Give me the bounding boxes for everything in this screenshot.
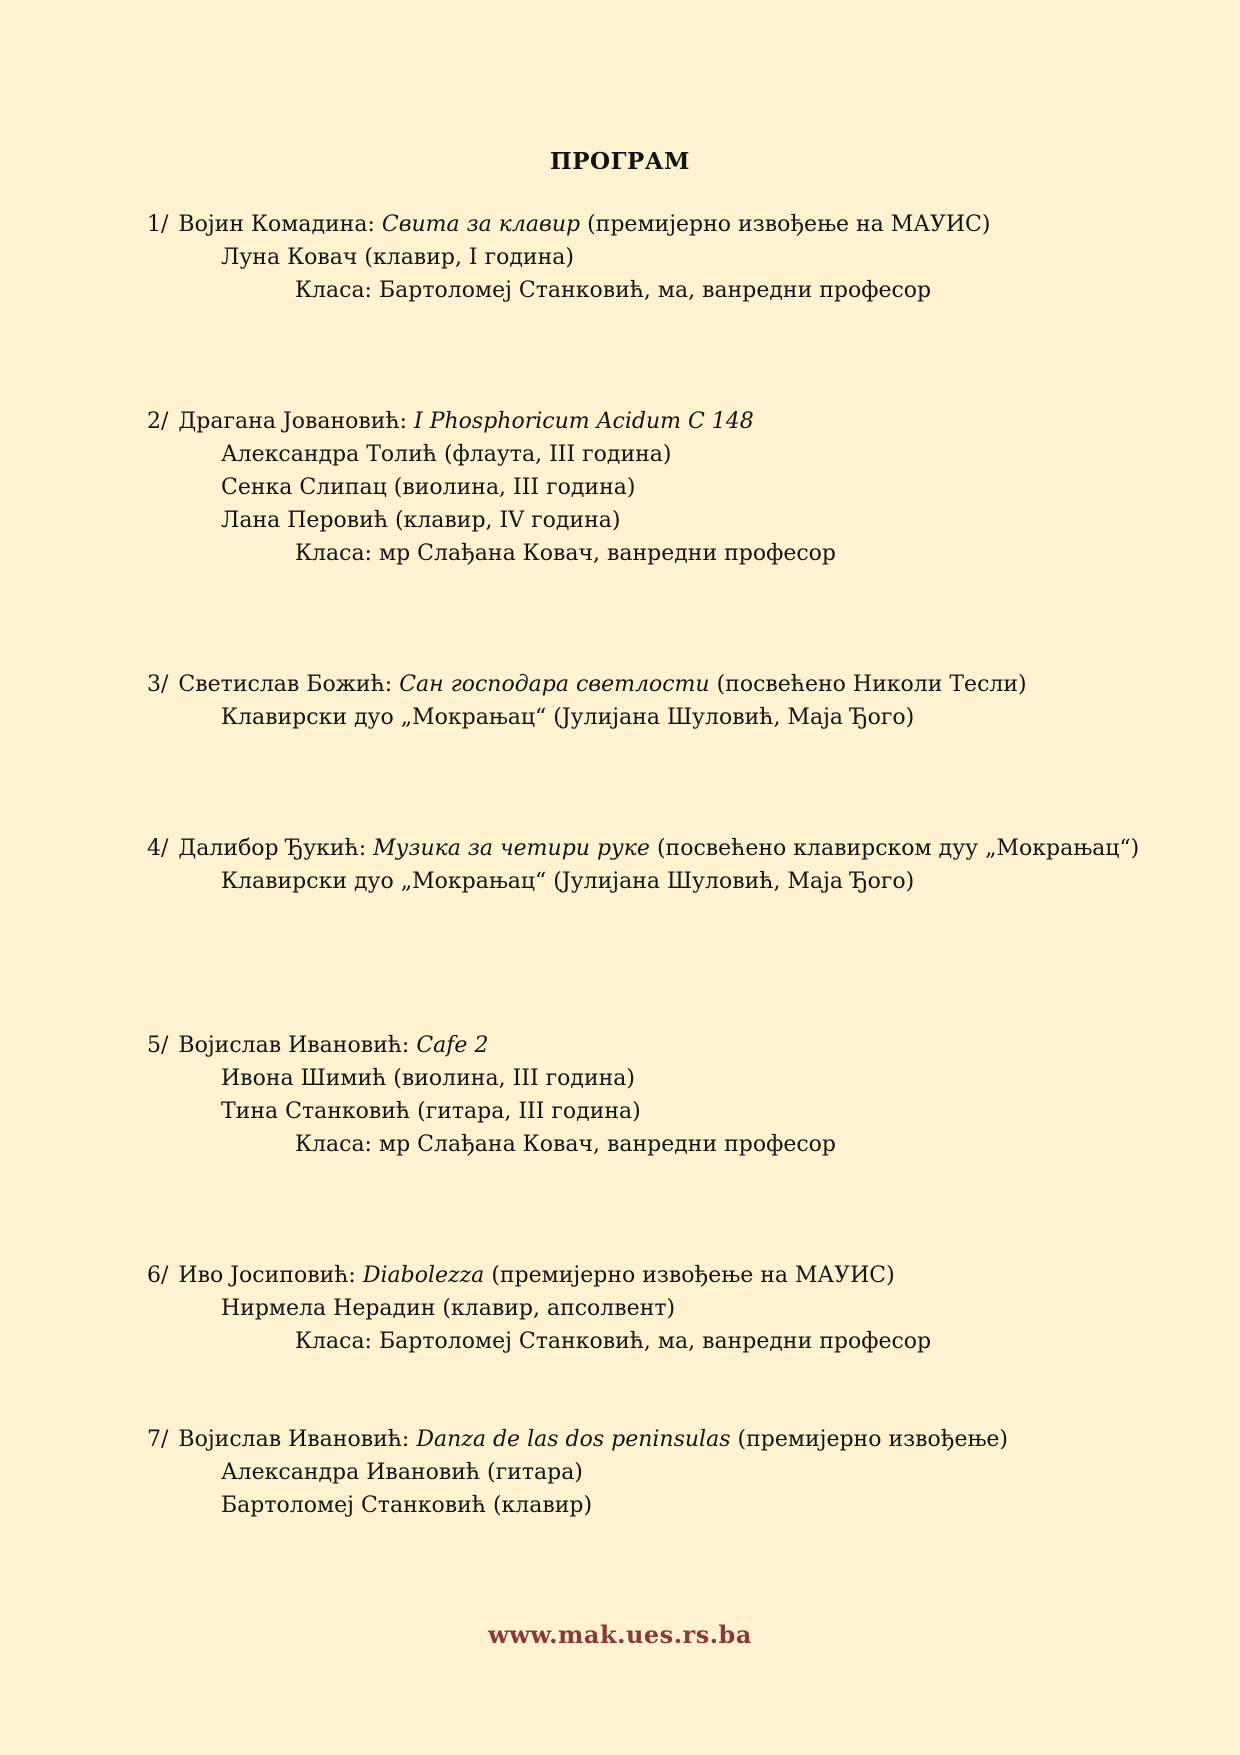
performer: Нирмела Нерадин (клавир, апсолвент) — [221, 1296, 676, 1321]
item-number: 2/ — [147, 409, 169, 434]
program-item-3 — [147, 668, 1147, 734]
performer: Лана Перовић (клавир, IV година) — [221, 508, 621, 533]
composer-name: Драгана Јовановић: — [178, 409, 408, 434]
item-number: 3/ — [147, 672, 169, 697]
item-number: 5/ — [147, 1033, 169, 1058]
program-item-heading — [147, 1029, 1147, 1062]
performer: Ивона Шимић (виолина, III година) — [221, 1066, 635, 1091]
page-title: ПРОГРАМ — [550, 148, 690, 175]
class-info: Класа: мр Слађана Ковач, ванредни професор — [295, 1132, 836, 1157]
work-note: (посвећено клавирском дуу „Мокрањац“) — [656, 836, 1140, 861]
composer-name: Далибор Ђукић: — [178, 836, 367, 861]
performer: Клавирски дуо „Мокрањац“ (Јулијана Шуловић, Маја Ђого) — [221, 705, 915, 730]
performer: Луна Ковач (клавир, I година) — [221, 245, 574, 270]
program-item-heading — [147, 405, 1147, 438]
work-note: (премијерно извођење) — [737, 1427, 1009, 1452]
website-link[interactable]: www.mak.ues.rs.ba — [488, 1620, 752, 1649]
program-item-heading — [147, 668, 1147, 701]
performer: Александра Толић (флаута, III година) — [221, 442, 672, 467]
composer-name: Војислав Ивановић: — [178, 1427, 410, 1452]
item-number: 7/ — [147, 1427, 169, 1452]
composer-name: Војислав Ивановић: — [178, 1033, 410, 1058]
program-item-heading — [147, 1423, 1147, 1456]
program-item-7 — [147, 1423, 1147, 1522]
program-item-heading — [147, 1259, 1147, 1292]
class-info: Класа: Бартоломеј Станковић, ма, ванредни професор — [295, 1329, 932, 1354]
work-note: (посвећено Николи Тесли) — [716, 672, 1027, 697]
item-number: 4/ — [147, 836, 169, 861]
work-title: Музика за четири руке — [373, 836, 650, 861]
composer-name: Светислав Божић: — [178, 672, 393, 697]
program-item-4 — [147, 832, 1147, 898]
work-note: (премијерно извођење на МАУИС) — [587, 212, 991, 237]
performer: Сенка Слипац (виолина, III година) — [221, 475, 636, 500]
program-item-6 — [147, 1259, 1147, 1358]
work-title: Danza de las dos peninsulas — [416, 1427, 731, 1452]
program-item-heading — [147, 832, 1147, 865]
item-number: 1/ — [147, 212, 169, 237]
program-item-2 — [147, 405, 1147, 570]
work-title: Сан господара светлости — [399, 672, 710, 697]
performer: Тина Станковић (гитара, III година) — [221, 1099, 641, 1124]
composer-name: Војин Комадина: — [178, 212, 375, 237]
program-item-5 — [147, 1029, 1147, 1161]
performer: Клавирски дуо „Мокрањац“ (Јулијана Шуловић, Маја Ђого) — [221, 869, 915, 894]
work-title: I Phosphoricum Acidum C 148 — [414, 409, 754, 434]
program-item-heading — [147, 208, 1147, 241]
work-title: Свита за клавир — [381, 212, 581, 237]
work-title: Cafe 2 — [416, 1033, 489, 1058]
program-item-1 — [147, 208, 1147, 307]
performer: Александра Ивановић (гитара) — [221, 1460, 583, 1485]
performer: Бартоломеј Станковић (клавир) — [221, 1493, 593, 1518]
work-note: (премијерно извођење на МАУИС) — [491, 1263, 895, 1288]
composer-name: Иво Јосиповић: — [178, 1263, 356, 1288]
class-info: Класа: мр Слађана Ковач, ванредни професор — [295, 541, 836, 566]
item-number: 6/ — [147, 1263, 169, 1288]
work-title: Diabolezza — [362, 1263, 485, 1288]
class-info: Класа: Бартоломеј Станковић, ма, ванредни професор — [295, 278, 932, 303]
